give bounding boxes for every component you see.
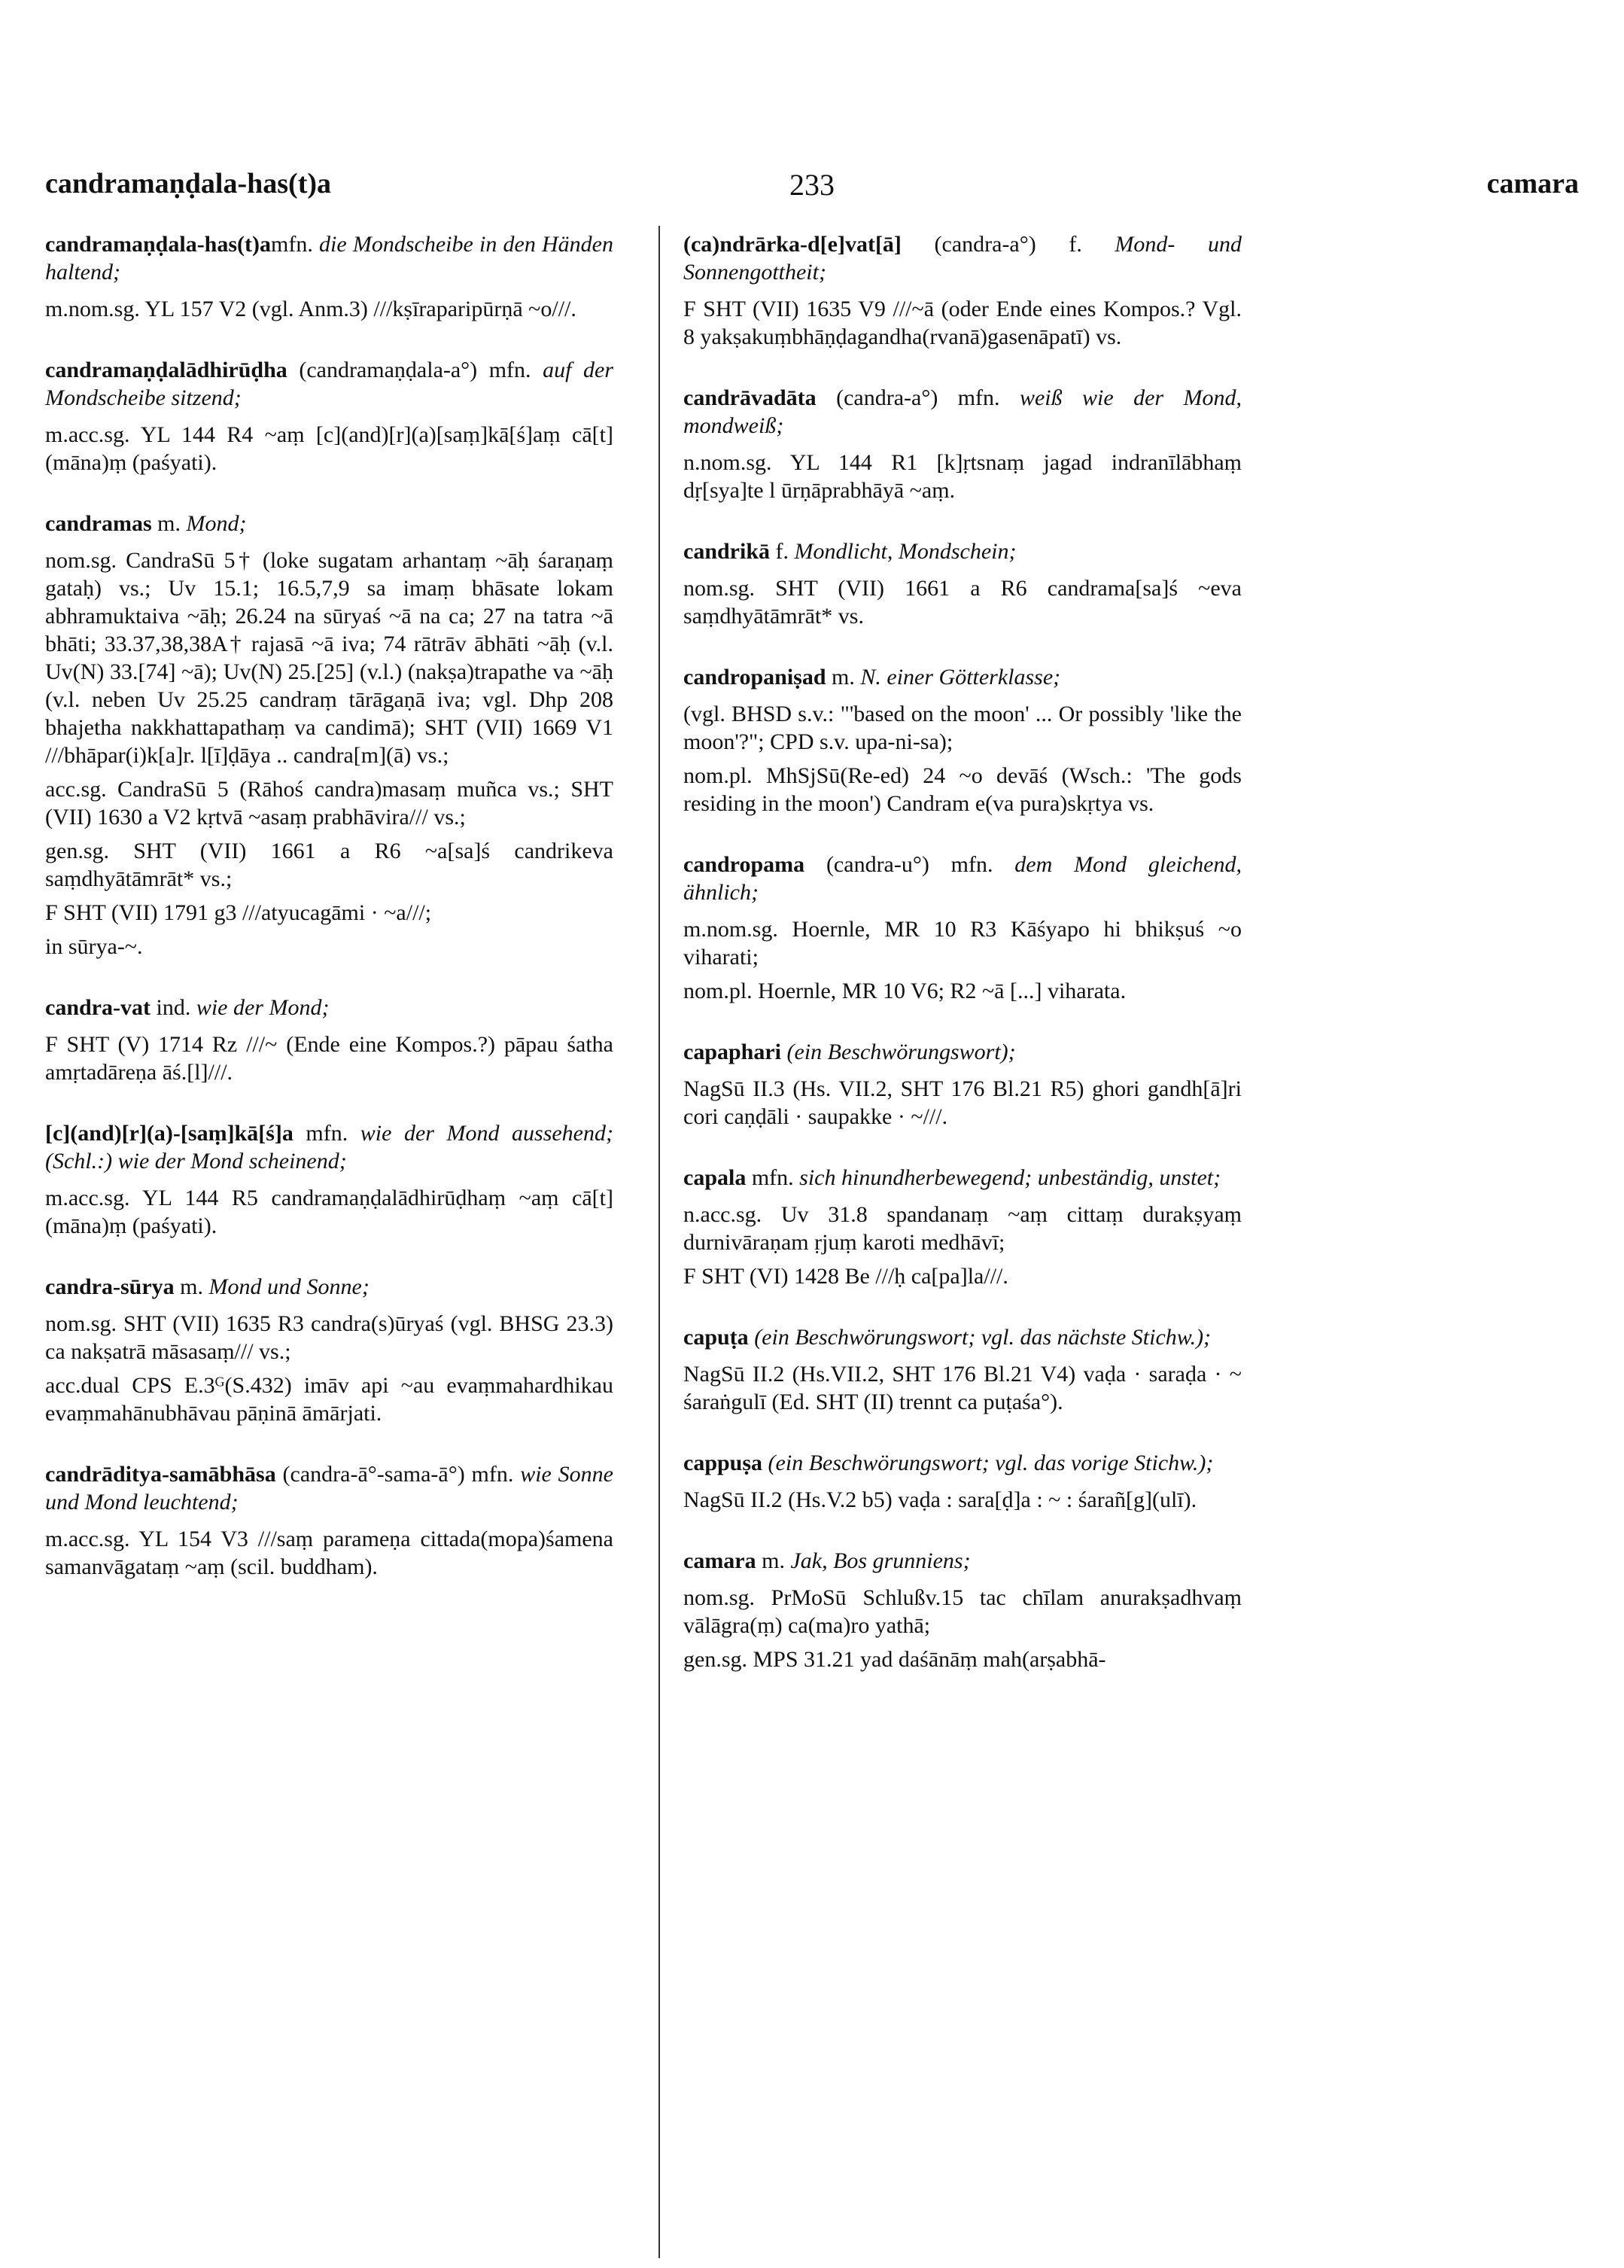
entry-grammar: f. <box>770 539 795 564</box>
entry-gloss: dem Mond gleichend, ähnlich; <box>683 852 1242 905</box>
headword: capala <box>683 1165 747 1190</box>
entry <box>45 994 613 1086</box>
entry-grammar: m. <box>826 665 861 690</box>
headword: candrāditya-samābhāsa <box>45 1462 276 1487</box>
page-number: 233 <box>789 168 835 202</box>
header-right-headword: camara <box>1486 168 1579 199</box>
headword: candropama <box>683 852 805 877</box>
entry <box>683 1164 1242 1290</box>
entry-grammar: m. <box>151 511 187 536</box>
entry <box>45 230 613 323</box>
column-divider <box>658 226 660 2258</box>
entry <box>45 356 613 476</box>
entry-gloss: Mond- und Sonnengottheit; <box>683 232 1242 285</box>
citation-line: m.acc.sg. YL 144 R4 ~aṃ [c](and)[r](a)[saṃ]kā[ś]aṃ cā[t](māna)ṃ (paśyati). <box>45 422 613 475</box>
entry <box>683 1038 1242 1131</box>
headword: candrikā <box>683 539 771 564</box>
entry-grammar: m. <box>756 1548 791 1573</box>
entry-grammar: mfn. <box>293 1121 360 1146</box>
entry-gloss: die Mondscheibe in den Händen haltend; <box>45 232 613 285</box>
entry-gloss: N. einer Götterklasse; <box>860 665 1061 690</box>
headword: candramaṇḍala-has(t)a <box>45 232 272 257</box>
entry-gloss: sich hinundherbewegend; unbeständig, unstet; <box>799 1165 1221 1190</box>
citation-line: NagSū II.2 (Hs.V.2 b5) vaḍa : sara[ḍ]a : ~ : śarañ[g](ulī). <box>683 1487 1197 1512</box>
citation-line: nom.sg. CandraSū 5† (loke sugatam arhantaṃ ~āḥ śaraṇaṃ gataḥ) vs.; Uv 15.1; 16.5,7,9 sa imaṃ bhāsate lokam abhramuktaiva ~āḥ; 26.24 na sūryaś ~ā na ca; 27 na tatra ~ā bhāti; 33.37,38,38A† rajasā ~ā iva; 74 rātrāv ābhāti ~āḥ (v.l. Uv(N) 33.[74] ~ā); Uv(N) 25.[25] (v.l.) (nakṣa)trapathe va ~āḥ (v.l. neben Uv 25.25 candraṃ tārāgaṇā iva; vgl. Dhp 208 bhajetha nakkhattapathaṃ va candimā); SHT (VII) 1669 V1 ///bhāpar(i)k[a]r. l[ī]ḍāya .. candra[m](ā) vs.; <box>45 548 613 768</box>
citation-line: NagSū II.3 (Hs. VII.2, SHT 176 Bl.21 R5) ghori gandh[ā]ri cori caṇḍāli · saupakke · ~///. <box>683 1076 1242 1129</box>
entry-gloss: (ein Beschwörungswort; vgl. das vorige Stichw.); <box>768 1451 1214 1475</box>
entry <box>683 384 1242 504</box>
headword: (ca)ndrārka-d[e]vat[ā] <box>683 232 902 257</box>
entry-gloss: wie Sonne und Mond leuchtend; <box>45 1462 613 1515</box>
citation-line: gen.sg. MPS 31.21 yad daśānāṃ mah(arṣabhā- <box>683 1647 1106 1672</box>
entry-gloss: Jak, Bos grunniens; <box>790 1548 971 1573</box>
entry <box>683 230 1242 351</box>
headword: candra-sūrya <box>45 1274 175 1299</box>
entry-grammar: (candra-u°) mfn. <box>804 852 1015 877</box>
entry-grammar: m. <box>174 1274 209 1299</box>
entry <box>683 537 1242 630</box>
citation-line: nom.pl. MhSjSū(Re-ed) 24 ~o devāś (Wsch.: 'The gods residing in the moon') Candram e(va pura)skṛtya vs. <box>683 763 1242 816</box>
headword: candramaṇḍalādhirūḍha <box>45 358 287 382</box>
citation-line: gen.sg. SHT (VII) 1661 a R6 ~a[sa]ś candrikeva saṃdhyātāmrāt* vs.; <box>45 839 613 891</box>
headword: cappuṣa <box>683 1451 763 1475</box>
entry-grammar: (candra-a°) mfn. <box>816 385 1020 410</box>
citation-line: m.nom.sg. YL 157 V2 (vgl. Anm.3) ///kṣīraparipūrṇā ~o///. <box>45 297 576 321</box>
citation-line: (vgl. BHSD s.v.: "'based on the moon' ... Or possibly 'like the moon'?"; CPD s.v. upa-ni-sa); <box>683 702 1242 754</box>
headword: camara <box>683 1548 756 1573</box>
entry-gloss: Mond und Sonne; <box>208 1274 370 1299</box>
entry-gloss: auf der Mondscheibe sitzend; <box>45 358 613 410</box>
entry-grammar <box>762 1451 768 1475</box>
citation-line: acc.sg. CandraSū 5 (Rāhoś candra)masaṃ muñca vs.; SHT (VII) 1630 a V2 kṛtvā ~asaṃ prabhāvira/// vs.; <box>45 777 613 830</box>
entry <box>45 1460 613 1581</box>
entry <box>683 663 1242 817</box>
entry <box>683 1449 1242 1514</box>
headword: candrāvadāta <box>683 385 817 410</box>
entry <box>45 1119 613 1240</box>
entry-grammar: (candra-a°) f. <box>901 232 1115 257</box>
entry <box>683 1547 1242 1673</box>
citation-line: nom.sg. SHT (VII) 1661 a R6 candrama[sa]ś ~eva saṃdhyātāmrāt* vs. <box>683 576 1242 629</box>
running-header <box>45 167 1579 212</box>
entry-gloss: Mondlicht, Mondschein; <box>794 539 1017 564</box>
citation-line: F SHT (VI) 1428 Be ///ḥ ca[pa]la///. <box>683 1264 1008 1289</box>
headword: [c](and)[r](a)-[saṃ]kā[ś]a <box>45 1121 293 1146</box>
citation-line: m.acc.sg. YL 154 V3 ///saṃ parameṇa cittada(mopa)śamena samanvāgataṃ ~aṃ (scil. buddham). <box>45 1527 613 1579</box>
citation-line: nom.sg. PrMoSū Schlußv.15 tac chīlam anurakṣadhvaṃ vālāgra(ṃ) ca(ma)ro yathā; <box>683 1585 1242 1638</box>
entry-grammar <box>781 1040 787 1064</box>
citation-line: m.acc.sg. YL 144 R5 candramaṇḍalādhirūḍhaṃ ~aṃ cā[t](māna)ṃ (paśyati). <box>45 1186 613 1238</box>
citation-line: in sūrya-~. <box>45 934 143 959</box>
entry-gloss: wie der Mond aussehend; (Schl.:) wie der Mond scheinend; <box>45 1121 613 1174</box>
entry <box>45 510 613 960</box>
entry-grammar: ind. <box>150 995 196 1020</box>
citation-line: acc.dual CPS E.3ᴳ(S.432) imāv api ~au evaṃmahardhikau evaṃmahānubhāvau pāṇinā āmārjati. <box>45 1373 613 1426</box>
entry-gloss: (ein Beschwörungswort); <box>786 1040 1016 1064</box>
entry-gloss: (ein Beschwörungswort; vgl. das nächste Stichw.); <box>754 1325 1212 1350</box>
citation-line: m.nom.sg. Hoernle, MR 10 R3 Kāśyapo hi bhikṣuś ~o viharati; <box>683 917 1242 970</box>
entry-grammar: mfn. <box>746 1165 800 1190</box>
right-column <box>683 230 1242 1706</box>
headword: candramas <box>45 511 152 536</box>
citation-line: F SHT (VII) 1791 g3 ///atyucagāmi · ~a///; <box>45 900 432 925</box>
citation-line: F SHT (VII) 1635 V9 ///~ā (oder Ende eines Kompos.? Vgl. 8 yakṣakuṃbhāṇḍagandha(rvanā)gasenāpatī) vs. <box>683 297 1242 349</box>
left-column <box>45 230 613 1614</box>
header-left-headword: candramaṇḍala-has(t)a <box>45 168 332 199</box>
entry <box>683 851 1242 1005</box>
citation-line: nom.sg. SHT (VII) 1635 R3 candra(s)ūryaś (vgl. BHSG 23.3) ca nakṣatrā māsasaṃ/// vs.; <box>45 1311 613 1364</box>
headword: capuṭa <box>683 1325 749 1350</box>
headword: candropaniṣad <box>683 665 826 690</box>
headword: candra-vat <box>45 995 151 1020</box>
citation-line: NagSū II.2 (Hs.VII.2, SHT 176 Bl.21 V4) vaḍa · saraḍa · ~ śaraṅgulī (Ed. SHT (II) trennt ca puṭaśa°). <box>683 1362 1242 1414</box>
citation-line: F SHT (V) 1714 Rz ///~ (Ende eine Kompos.?) pāpau śatha amṛtadāreṇa āś.[l]///. <box>45 1032 613 1085</box>
entry-gloss: weiß wie der Mond, mondweiß; <box>683 385 1242 438</box>
entry-grammar: (candra-ā°-sama-ā°) mfn. <box>275 1462 521 1487</box>
entry <box>683 1323 1242 1416</box>
citation-line: n.nom.sg. YL 144 R1 [k]ṛtsnaṃ jagad indranīlābhaṃ dṛ[sya]te l ūrṇāprabhāyā ~aṃ. <box>683 450 1242 503</box>
citation-line: nom.pl. Hoernle, MR 10 V6; R2 ~ā [...] viharata. <box>683 979 1127 1003</box>
entry-gloss: wie der Mond; <box>196 995 330 1020</box>
citation-line: n.acc.sg. Uv 31.8 spandanaṃ ~aṃ cittaṃ durakṣyaṃ durnivāraṇam ṛjuṃ karoti medhāvī; <box>683 1202 1242 1255</box>
headword: capaphari <box>683 1040 782 1064</box>
entry <box>45 1273 613 1427</box>
entry-grammar: (candramaṇḍala-a°) mfn. <box>287 358 543 382</box>
entry-grammar: mfn. <box>271 232 320 257</box>
entry-gloss: Mond; <box>186 511 247 536</box>
